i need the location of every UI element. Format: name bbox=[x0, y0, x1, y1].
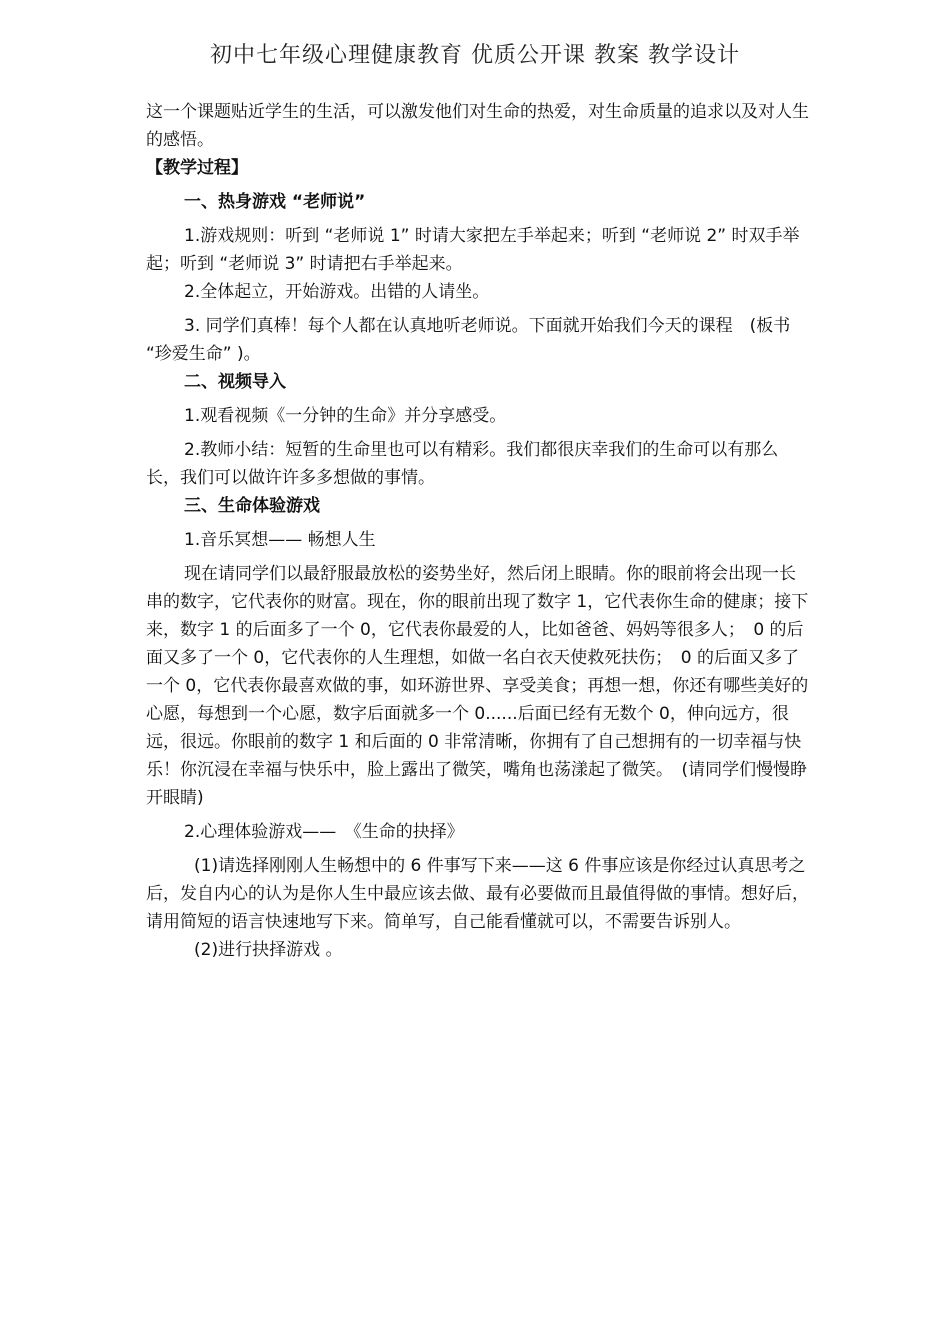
section-1-paragraph-1: 1.游戏规则：听到 “老师说 1” 时请大家把左手举起来；听到 “老师说 2” 时双手举起；听到 “老师说 3” 时请把右手举起来。 bbox=[146, 226, 800, 274]
section-3-paragraph-1: 1.音乐冥想—— 畅想人生 bbox=[184, 530, 376, 550]
document-body bbox=[146, 98, 810, 964]
process-heading: 【教学过程】 bbox=[146, 158, 248, 178]
section-3-heading: 三、生命体验游戏 bbox=[184, 496, 320, 516]
section-3-paragraph-5: (2)进行抉择游戏 。 bbox=[194, 940, 343, 960]
section-2-heading: 二、视频导入 bbox=[184, 372, 286, 392]
section-3-paragraph-4: (1)请选择刚刚人生畅想中的 6 件事写下来——这 6 件事应该是你经过认真思考之后，发自内心的认为是你人生中最应该去做、最有必要做而且最值得做的事情。想好后，请用简短的语言快速地写下来。简单写，自己能看懂就可以，不需要告诉别人。 bbox=[146, 856, 809, 932]
section-1-paragraph-2: 2.全体起立，开始游戏。出错的人请坐。 bbox=[184, 282, 490, 302]
section-2-paragraph-2: 2.教师小结：短暂的生命里也可以有精彩。我们都很庆幸我们的生命可以有那么长，我们可以做许许多多想做的事情。 bbox=[146, 440, 779, 488]
section-2-paragraph-1: 1.观看视频《一分钟的生命》并分享感受。 bbox=[184, 406, 507, 426]
section-3-paragraph-3: 2.心理体验游戏—— 《生命的抉择》 bbox=[184, 822, 464, 842]
section-1-paragraph-3: 3. 同学们真棒！每个人都在认真地听老师说。下面就开始我们今天的课程 (板书 “珍爱生命” )。 bbox=[146, 316, 791, 364]
page-header-title: 初中七年级心理健康教育 优质公开课 教案 教学设计 bbox=[210, 43, 740, 68]
section-3-paragraph-2: 现在请同学们以最舒服最放松的姿势坐好，然后闭上眼睛。你的眼前将会出现一长串的数字，它代表你的财富。现在，你的眼前出现了数字 1，它代表你生命的健康；接下来，数字 1 的后面多了一个 0，它代表你最爱的人，比如爸爸、妈妈等很多人； 0 的后面又多了一个 0，它代表你的人生理想，如做一名白衣天使救死扶伤； 0 的后面又多了一个 0，它代表你最喜欢做的事，如环游世界、享受美食；再想一想，你还有哪些美好的心愿，每想到一个心愿，数字后面就多一个 0......后面已经有无数个 0，伸向远方，很远，很远。你眼前的数字 1 和后面的 0 非常清晰，你拥有了自己想拥有的一切幸福与快乐！你沉浸在幸福与快乐中，脸上露出了微笑，嘴角也荡漾起了微笑。 (请同学们慢慢睁开眼睛) bbox=[146, 564, 809, 808]
intro-paragraph: 这一个课题贴近学生的生活，可以激发他们对生命的热爱，对生命质量的追求以及对人生的感悟。 bbox=[146, 102, 809, 150]
section-1-heading: 一、热身游戏 “老师说” bbox=[184, 192, 366, 212]
